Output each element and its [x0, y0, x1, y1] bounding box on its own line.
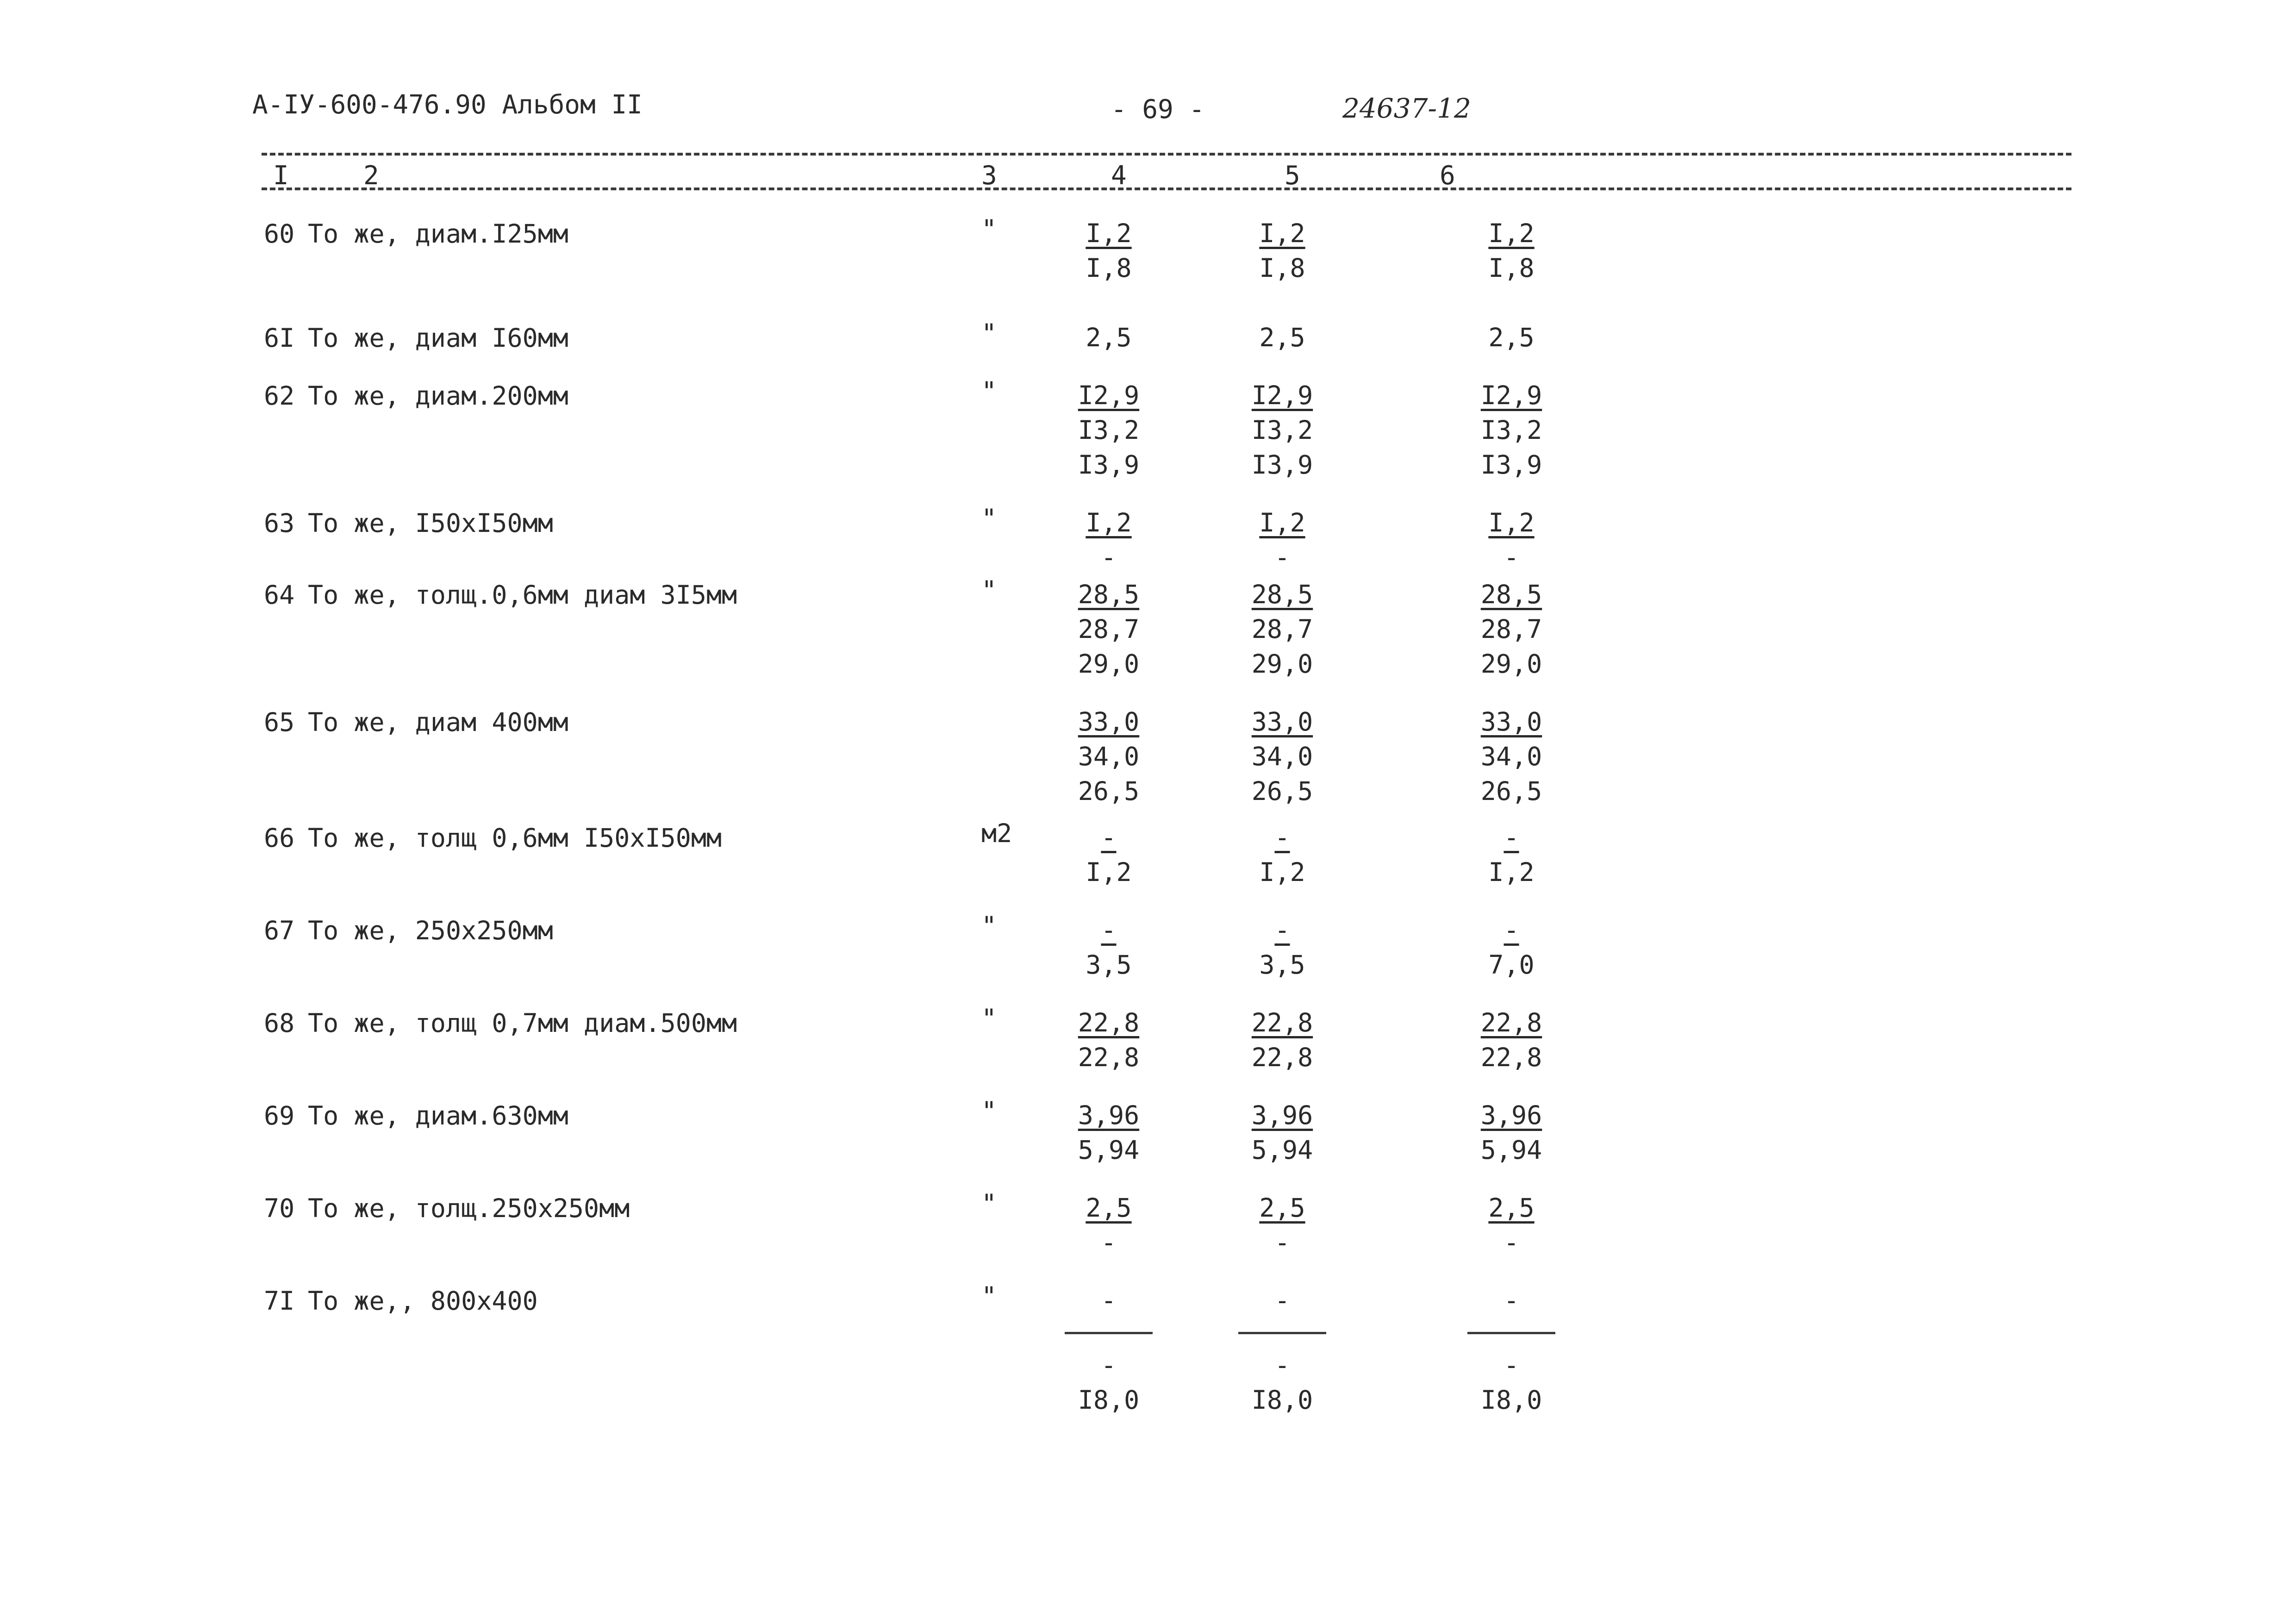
value-cell-c5 [1222, 913, 1342, 982]
value-line: 26,5 [1480, 776, 1542, 806]
value-line: 2,5 [1259, 323, 1305, 352]
value-cell-c4 [1048, 216, 1169, 286]
value-line: 28,7 [1078, 614, 1140, 644]
value-numerator: 2,5 [1259, 1193, 1305, 1223]
handwritten-number: 24637-12 [1342, 93, 1471, 124]
row-description: То же, толщ 0,6мм I50xI50мм [308, 823, 722, 853]
value-line: 5,94 [1251, 1135, 1313, 1165]
value-numerator: 33,0 [1480, 707, 1542, 737]
value-cell-c4 [1048, 1098, 1169, 1168]
row-description: То же, диам.I25мм [308, 219, 568, 249]
value-cell-c4 [1048, 1006, 1169, 1075]
value-line: 28,7 [1251, 614, 1313, 644]
value-numerator: - [1504, 1286, 1519, 1315]
page-number: - 69 - [1111, 94, 1205, 125]
value-line: 34,0 [1480, 742, 1542, 771]
value-line: I3,9 [1480, 450, 1542, 480]
value-numerator: - [1101, 823, 1117, 852]
value-cell-c6 [1451, 1006, 1572, 1075]
value-numerator: 2,5 [1086, 1193, 1132, 1223]
row-description: То же, диам I60мм [308, 323, 568, 353]
value-cell-c6 [1451, 577, 1572, 681]
column-number-4: 4 [1111, 161, 1127, 191]
value-cell-c6 [1451, 320, 1572, 355]
fraction-line [1238, 1332, 1326, 1334]
value-line: - [1101, 1228, 1117, 1257]
value-cell-c4 [1048, 320, 1169, 355]
value-numerator: - [1274, 915, 1290, 945]
value-line: - [1504, 1228, 1519, 1257]
value-numerator: - [1504, 915, 1519, 945]
value-line: 3,5 [1086, 950, 1132, 980]
value-line: 34,0 [1251, 742, 1313, 771]
row-unit: " [981, 214, 997, 244]
row-number: 67 [264, 916, 295, 945]
value-numerator: - [1274, 823, 1290, 852]
value-cell-c4 [1048, 506, 1169, 575]
value-cell-c5 [1222, 1006, 1342, 1075]
value-numerator: I2,9 [1480, 381, 1542, 410]
value-line: - [1504, 543, 1519, 572]
value-numerator: 28,5 [1251, 580, 1313, 609]
value-numerator: 28,5 [1078, 580, 1140, 609]
value-numerator: I,2 [1488, 508, 1535, 537]
value-cell-c6 [1451, 1098, 1572, 1168]
value-numerator: I,2 [1259, 219, 1305, 248]
value-cell-c6 [1451, 506, 1572, 575]
row-number: 66 [264, 823, 295, 853]
row-number: 6I [264, 323, 295, 353]
value-numerator: 28,5 [1480, 580, 1542, 609]
row-number: 64 [264, 580, 295, 610]
value-line: I3,2 [1078, 415, 1140, 445]
value-cell-c5 [1222, 320, 1342, 355]
row-unit: " [981, 1189, 997, 1218]
value-cell-c5 [1222, 1098, 1342, 1168]
value-cell-c6 [1451, 705, 1572, 809]
row-description: То же,, 800x400 [308, 1286, 538, 1316]
value-line: 28,7 [1480, 614, 1542, 644]
value-cell-c4 [1048, 378, 1169, 482]
value-cell-c5 [1222, 820, 1342, 890]
value-cell-c4 [1048, 1283, 1169, 1418]
value-numerator: I,2 [1259, 508, 1305, 537]
value-numerator: - [1101, 915, 1117, 945]
value-line: 22,8 [1251, 1043, 1313, 1072]
value-cell-c6 [1451, 913, 1572, 982]
value-line: 3,5 [1259, 950, 1305, 980]
value-line: I8,0 [1251, 1385, 1313, 1415]
value-line: 22,8 [1480, 1043, 1542, 1072]
value-numerator: 3,96 [1251, 1100, 1313, 1130]
value-line: I,2 [1488, 857, 1535, 887]
document-code: А-IУ-600-476.90 Альбом II [252, 90, 643, 120]
value-cell-c4 [1048, 1191, 1169, 1260]
value-line: I8,0 [1078, 1385, 1140, 1415]
value-line: I8,0 [1480, 1385, 1542, 1415]
value-cell-c6 [1451, 1191, 1572, 1260]
value-line: 2,5 [1086, 323, 1132, 352]
row-number: 70 [264, 1193, 295, 1223]
row-description: То же, толщ.250x250мм [308, 1193, 630, 1223]
row-unit: " [981, 376, 997, 406]
value-line: 2,5 [1488, 323, 1535, 352]
value-numerator: 2,5 [1488, 1193, 1535, 1223]
value-numerator: I2,9 [1251, 381, 1313, 410]
value-line: 22,8 [1078, 1043, 1140, 1072]
value-numerator: 3,96 [1480, 1100, 1542, 1130]
column-number-1: I [273, 161, 289, 191]
value-cell-c4 [1048, 705, 1169, 809]
row-description: То же, диам.200мм [308, 381, 568, 411]
value-line: I,2 [1259, 857, 1305, 887]
row-number: 69 [264, 1101, 295, 1131]
value-line: - [1274, 1350, 1290, 1380]
row-unit: " [981, 1004, 997, 1033]
value-cell-c5 [1222, 378, 1342, 482]
row-description: То же, толщ.0,6мм диам 3I5мм [308, 580, 737, 610]
value-line: 26,5 [1251, 776, 1313, 806]
row-number: 60 [264, 219, 295, 249]
value-numerator: 22,8 [1480, 1008, 1542, 1037]
value-numerator: 22,8 [1078, 1008, 1140, 1037]
row-unit: " [981, 911, 997, 941]
value-cell-c6 [1451, 216, 1572, 286]
value-line: 34,0 [1078, 742, 1140, 771]
value-line: - [1101, 1350, 1117, 1380]
header-rule-top [262, 153, 2071, 156]
row-unit: " [981, 1096, 997, 1126]
value-line: 29,0 [1251, 649, 1313, 679]
value-line: I,2 [1086, 857, 1132, 887]
row-unit: " [981, 319, 997, 348]
row-unit: " [981, 575, 997, 605]
row-description: То же, диам.630мм [308, 1101, 568, 1131]
value-numerator: I,2 [1086, 508, 1132, 537]
value-numerator: 33,0 [1078, 707, 1140, 737]
value-line: 29,0 [1480, 649, 1542, 679]
value-numerator: 22,8 [1251, 1008, 1313, 1037]
value-numerator: I2,9 [1078, 381, 1140, 410]
header-rule-bottom [262, 187, 2071, 190]
value-line: I,8 [1086, 253, 1132, 283]
value-cell-c4 [1048, 913, 1169, 982]
value-cell-c5 [1222, 1191, 1342, 1260]
value-line: I3,2 [1251, 415, 1313, 445]
row-description: То же, диам 400мм [308, 707, 568, 737]
row-description: То же, I50xI50мм [308, 508, 553, 538]
row-number: 68 [264, 1008, 295, 1038]
value-line: I,8 [1259, 253, 1305, 283]
value-line: - [1274, 543, 1290, 572]
value-cell-c4 [1048, 820, 1169, 890]
value-line: - [1101, 543, 1117, 572]
fraction-line [1467, 1332, 1555, 1334]
value-cell-c5 [1222, 577, 1342, 681]
value-numerator: 33,0 [1251, 707, 1313, 737]
value-numerator: I,2 [1488, 219, 1535, 248]
value-cell-c6 [1451, 378, 1572, 482]
value-cell-c4 [1048, 577, 1169, 681]
row-number: 7I [264, 1286, 295, 1316]
value-cell-c5 [1222, 705, 1342, 809]
row-unit: " [981, 504, 997, 533]
value-line: 5,94 [1480, 1135, 1542, 1165]
fraction-line [1065, 1332, 1153, 1334]
value-line: 5,94 [1078, 1135, 1140, 1165]
value-cell-c5 [1222, 1283, 1342, 1418]
row-number: 63 [264, 508, 295, 538]
row-unit: " [981, 1281, 997, 1311]
value-line: I3,2 [1480, 415, 1542, 445]
column-number-2: 2 [363, 161, 379, 191]
column-number-5: 5 [1285, 161, 1300, 191]
column-number-3: 3 [981, 161, 997, 191]
value-line: - [1504, 1350, 1519, 1380]
value-numerator: - [1504, 823, 1519, 852]
row-number: 62 [264, 381, 295, 411]
value-line: 7,0 [1488, 950, 1535, 980]
value-line: - [1274, 1228, 1290, 1257]
value-line: 26,5 [1078, 776, 1140, 806]
value-cell-c5 [1222, 216, 1342, 286]
row-description: То же, толщ 0,7мм диам.500мм [308, 1008, 737, 1038]
value-numerator: 3,96 [1078, 1100, 1140, 1130]
value-numerator: I,2 [1086, 219, 1132, 248]
value-cell-c5 [1222, 506, 1342, 575]
row-unit: м2 [981, 818, 1012, 848]
value-cell-c6 [1451, 1283, 1572, 1418]
row-number: 65 [264, 707, 295, 737]
value-numerator: - [1101, 1286, 1117, 1315]
value-line: 29,0 [1078, 649, 1140, 679]
value-line: I3,9 [1078, 450, 1140, 480]
value-cell-c6 [1451, 820, 1572, 890]
value-line: I3,9 [1251, 450, 1313, 480]
column-number-6: 6 [1440, 161, 1455, 191]
value-numerator: - [1274, 1286, 1290, 1315]
row-description: То же, 250x250мм [308, 916, 553, 945]
value-line: I,8 [1488, 253, 1535, 283]
